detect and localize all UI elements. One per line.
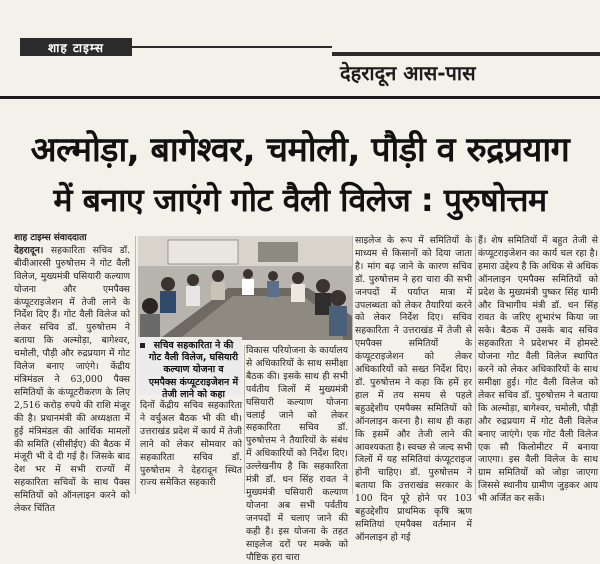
column-5-body: साइलेज के रूप में समितियों के माध्यम से किसानों को दिया जाता है। मांग बढ़ जाने के कारण सचिव डॉ. पुरुषोत्तम ने हरा चारा की सभी जनपदों में पर्याप्त मात्रा में उपलब्धता को लेकर तैयारियां करने को लेकर निर्देश दिए। सचिव सहकारिता ने उत्तराखंड में तेजी से एमपैक्स समितियों के कंप्यूटराइजेशन को लेकर अधिकारियों को सख्त निर्देश दिए। डॉ. पुरुषोत्तम ने कहा कि हमें हर हाल में तय समय से पहले बहुउद्देशीय एमपैक्स समितियों को ऑनलाइन करना है। साथ ही कहा कि इसमें और तेजी लाने की आवश्यकता है। स्वच्छ से जल्द सभी जिलों में यह समितियां कंप्यूटराइज होनी चाहिए। डॉ. पुरुषोत्तम ने बताया कि उत्तराखंड सरकार के 100 दिन पूरे होने पर 103 बहुउद्देशीय प्राथमिक कृषि ऋण समितियां एमपैक्स वर्तमान में ऑनलाइन हो गई <box>355 235 472 543</box>
column-1-text <box>14 245 130 516</box>
article-column-6 <box>478 235 598 505</box>
headline-line-1: अल्मोड़ा, बागेश्वर, चमोली, पौड़ी व रुद्रप्रयाग <box>30 130 570 170</box>
byline: शाह टाइम्स संवाददाता <box>14 233 87 243</box>
photo-caption: सचिव सहकारिता ने की गोट वैली विलेज, घसियारी कल्याण योजना व एमपैक्स कंप्यूटराइजेशन में तेजी लाने को कहा <box>148 340 239 400</box>
article-column-5 <box>355 235 472 543</box>
meeting-photo-illustration <box>138 236 352 340</box>
photo-caption-box <box>138 337 242 400</box>
caption-bullet-icon <box>140 343 145 348</box>
column-3-body: दिनों केंद्रीय सचिव सहकारिता ने वर्चुअल बैठक भी की थी। उत्तराखंड प्रदेश में कार्य में तेजी लाने को लेकर सोमवार को सहकारिता सचिव डॉ. पुरुषोत्तम ने देहरादून स्थित राज्य समेकित सहकारी <box>140 400 242 489</box>
column-divider <box>352 236 353 494</box>
column-1-body: सहकारिता सचिव डॉ. बीवीआरसी पुरुषोत्तम ने गोट वैली विलेज, मुख्यमंत्री घसियारी कल्याण योजना और एमपैक्स कंप्यूटराइजेशन में तेजी लाने के निर्देश दिए हैं। गोट वैली विलेज को लेकर सचिव डॉ. पुरुषोत्तम ने बताया कि अल्मोड़ा, बागेश्वर, चमोली, पौड़ी और रुद्रप्रयाग में गोट विलेज बनाए जाएंगे। केंद्रीय मंत्रिमंडल ने 63,000 पैक्स समितियों के कंप्यूटरीकरण के लिए 2,516 करोड़ रुपये की राशि मंजूर की है। प्रधानमंत्री की अध्यक्षता में हुई मंत्रिमंडल की आर्थिक मामलों की समिति (सीसीईए) की बैठक में मंजूरी भी दे दी गई है। जिसके बाद देश भर में सभी राज्यों में सहकारिता सचिवों के साथ पैक्स समितियों को ऑनलाइन करने को लेकर चिंतित <box>14 244 131 515</box>
column-divider <box>475 236 476 494</box>
column-4-body: विकास परियोजना के कार्यालय से अधिकारियों के साथ समीक्षा बैठक की। इसके साथ ही सभी पर्वतीय जिलों में मुख्यमंत्री घसियारी कल्याण योजना चलाई जाने को लेकर सहकारिता सचिव डॉ. पुरुषोत्तम ने तैयारियों के संबंध में अधिकारियों को निर्देश दिए। उल्लेखनीय है कि सहकारिता मंत्री डॉ. धन सिंह रावत ने मुख्यमंत्री घसियारी कल्याण योजना अब सभी पर्वतीय जनपदों में चलाए जाने की कही है। इस योजना के तहत साइलेज दरों पर मक्के को पौष्टिक हरा चारा <box>246 345 348 563</box>
headline-line-2: में बनाए जाएंगे गोट वैली विलेज : पुरुषोत्तम <box>53 181 547 219</box>
article-column-4 <box>246 345 348 563</box>
section-title: देहरादून आस-पास <box>332 52 600 78</box>
article-column-3 <box>140 400 242 494</box>
column-divider <box>244 345 245 494</box>
article-column-1 <box>14 232 131 515</box>
dateline: देहरादून। <box>14 244 44 256</box>
newspaper-brand: शाह टाइम्स <box>20 38 132 56</box>
column-6-body: हैं। शेष समितियों में बहुत तेजी से कंप्यूटराइजेशन का कार्य चल रहा है। हमारा उद्देश्य है कि अधिक से अधिक ऑनलाइन एमपैक्स समितियों को प्रदेश के मुख्यमंत्री पुष्कर सिंह धामी और विभागीय मंत्री डॉ. धन सिंह रावत के जरिए शुभारंभ किया जा सके। बैठक में उसके बाद सचिव सहकारिता ने प्रदेशभर में होमस्टे योजना गोट वैली विलेज स्थापित करने को लेकर अधिकारियों के साथ समीक्षा हुई। गोट वैली विलेज को लेकर सचिव डॉ. पुरुषोत्तम ने बताया कि अल्मोड़ा, बागेश्वर, चमोली, पौड़ी और रुद्रप्रयाग में गोट वैली विलेज बनाए जाएंगे। एक गोट वैली विलेज एक सौ किलोमीटर में बनाया जाएगा। इस वैली विलेज के साथ ग्राम समितियों को जोड़ा जाएगा जिससे स्थानीय ग्रामीण जुड़कर आय भी अर्जित कर सकें। <box>478 235 598 505</box>
meeting-photo <box>138 236 352 340</box>
brand-rule <box>132 46 332 48</box>
header-divider <box>0 96 600 99</box>
column-divider <box>135 236 136 494</box>
